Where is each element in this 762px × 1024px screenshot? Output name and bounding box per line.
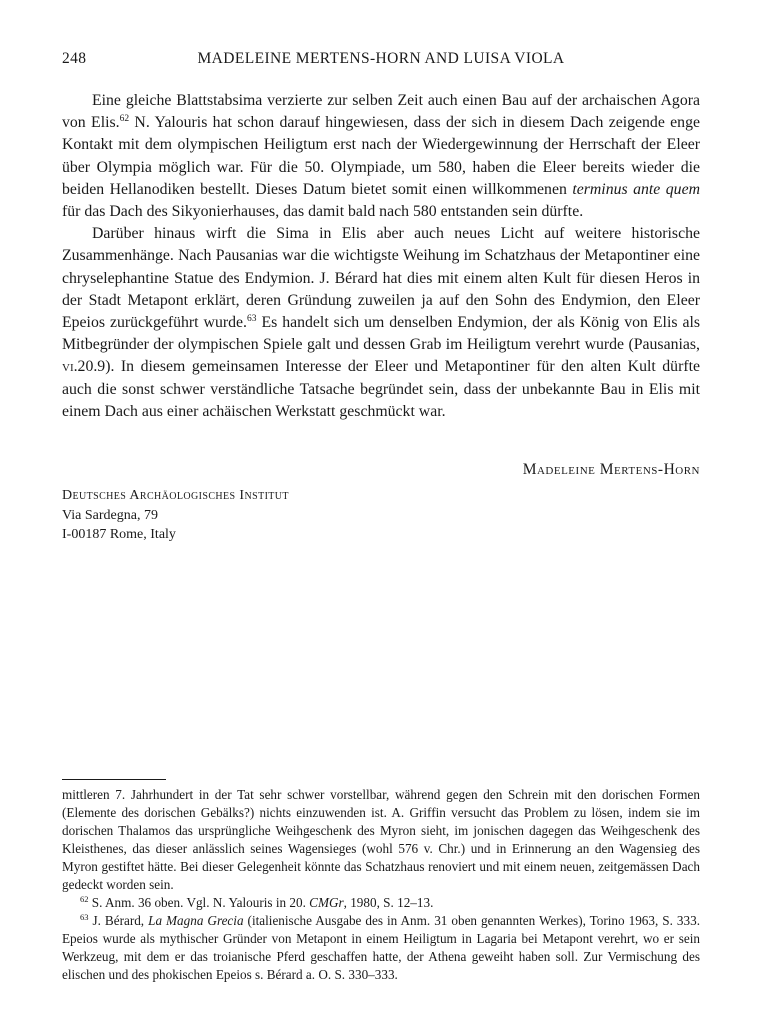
footnote-63: [62, 912, 700, 984]
p1-text-b: N. Yalouris hat schon darauf hingewiesen, dass der sich in diesem Dach zeigende enge Kontakt mit dem olympischen Heiligtum erst nach der Wiedergewinnung der Herrschaft der Eleer über Olympia möglich war. Für die 50. Olympiade, um 580, haben die Eleer bereits wieder die beiden Hellanodiken bestellt. Dieses Datum bietet somit einen willkommenen: [62, 114, 700, 198]
paragraph-1: [62, 90, 700, 223]
author-signature: Madeleine Mertens-Horn: [522, 461, 700, 478]
footnote-63-text-b: (italienische Ausgabe des in Anm. 31 oben genannten Werkes), Torino 1963, S. 333. Epeios wurde als mythischer Gründer von Metapont in einem Heiligtum in Lagaria bei Metapont verehrt, wo er sein Werkzeug, mit dem er das troianische Pferd geschaffen hatte, der Athena geweiht haben soll. Zur Vermischung des elischen und des phokischen Epeios s. Bérard a. O. S. 330–333.: [62, 913, 700, 982]
footnote-62: [62, 894, 700, 912]
footnote-62-italic: CMGr: [309, 895, 344, 910]
page-number: 248: [62, 50, 87, 67]
p2-text-c: ). In diesem gemeinsamen Interesse der Eleer und Metapontiner für den alten Kult dürfte auch die sonst schwer verständliche Tatsache begründet sein, dass der unbekannte Bau in Elis mit einem Dach aus einer achäischen Werkstatt geschmückt war.: [62, 358, 700, 420]
affiliation-street: Via Sardegna, 79: [62, 507, 158, 523]
p1-italic-term: terminus ante quem: [572, 180, 700, 198]
p1-text-a: Eine gleiche Blattstabsima verzierte zur selben Zeit auch einen Bau auf der archaischen Agora von Elis.: [62, 92, 700, 132]
footnote-62-number: 62: [80, 894, 89, 904]
pausanias-reference: vi.20.9: [62, 358, 106, 376]
footnote-63-text-a: J. Bérard,: [88, 913, 149, 928]
p2-text-b: Es handelt sich um denselben Endymion, der als König von Elis als Mitbegründer der olympischen Spiele galt und dessen Grab im Heiligtum verehrt wurde (Pausanias,: [62, 314, 700, 354]
footnote-63-number: 63: [80, 912, 89, 922]
p1-text-c: für das Dach des Sikyonierhauses, das damit bald nach 580 entstanden sein dürfte.: [62, 203, 584, 221]
affiliation-institute: Deutsches Archäologisches Institut: [62, 488, 289, 503]
paragraph-2: [62, 223, 700, 423]
footnotes: [62, 786, 700, 984]
footnote-62-text-a: S. Anm. 36 oben. Vgl. N. Yalouris in 20.: [88, 895, 310, 910]
author-affiliation: [62, 486, 289, 545]
affiliation-city: I-00187 Rome, Italy: [62, 527, 176, 542]
footnote-continued: mittleren 7. Jahrhundert in der Tat sehr schwer vorstellbar, während gegen den Schrein mit den dorischen Formen (Elemente des dorischen Gebälks?) nichts einzuwenden ist. A. Griffin versucht das Problem zu lösen, indem sie im dorischen Thalamos das ursprüngliche Weihgeschenk des Myron sieht, im jonischen dagegen das Weihgeschenk des Kleisthenes, das dieser anlässlich seines Wagensieges (wohl 576 v. Chr.) und in Erinnerung an den Wagensieg des Myron gestiftet hätte. Bei dieser Gelegenheit könnte das Schatzhaus renoviert und mit einem neuen, zeitgemässen Dach gedeckt worden sein.: [62, 787, 700, 892]
main-text: [62, 90, 700, 423]
p2-text-a: Darüber hinaus wirft die Sima in Elis aber auch neues Licht auf weitere historische Zusammenhänge. Nach Pausanias war die wichtigste Weihung im Schatzhaus der Metapontiner eine chryselephantine Statue des Endymion. J. Bérard hat dies mit einem alten Kult für diesen Heros in der Stadt Metapont erklärt, deren Gründung zuweilen ja auf den Sohn des Endymion, den Eleer Epeios zurückgeführt wurde.: [62, 225, 700, 332]
footnote-ref-62[interactable]: 62: [119, 114, 130, 125]
running-header: [62, 50, 700, 74]
running-title: MADELEINE MERTENS-HORN AND LUISA VIOLA: [197, 50, 565, 67]
footnote-63-italic: La Magna Grecia: [148, 913, 244, 928]
footnote-62-text-b: , 1980, S. 12–13.: [343, 895, 434, 910]
footnote-ref-63[interactable]: 63: [246, 314, 257, 325]
footnote-divider: [62, 779, 166, 780]
